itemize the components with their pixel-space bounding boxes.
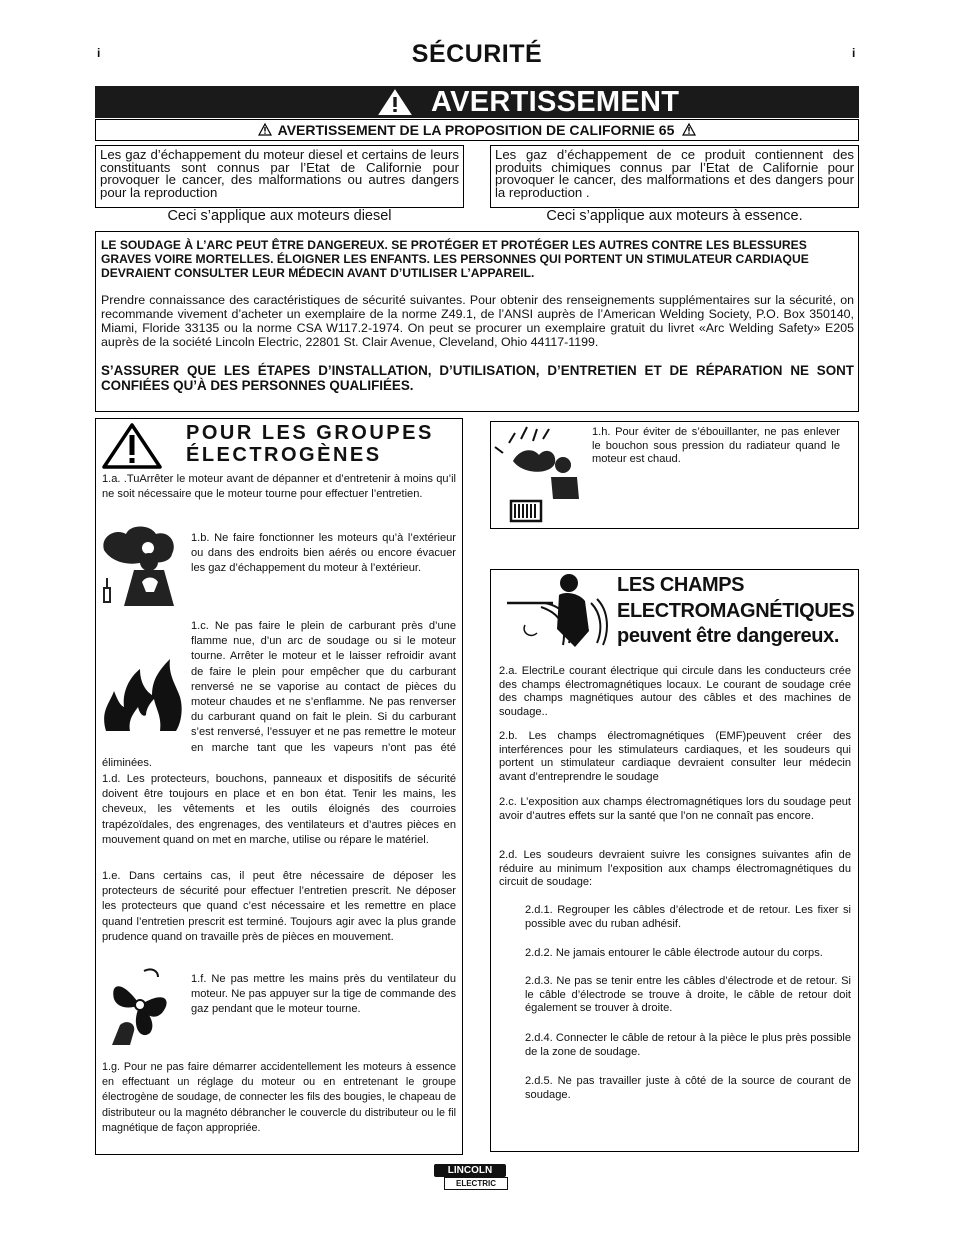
page-title: SÉCURITÉ bbox=[411, 40, 543, 68]
emf-heading-1: LES CHAMPS bbox=[617, 574, 745, 596]
general-warning: LE SOUDAGE À L’ARC PEUT ÊTRE DANGEREUX. SE PROTÉGER ET PROTÉGER LES AUTRES CONTRE LES BLESSURES GRAVES VOIRE MORTELLES. ÉLOIGNER LES ENFANTS. LES PERSONNES QUI PORTENT UN STIMULATEUR CARDIAQUE DEVRAIENT CONSULTER LEUR MÉDECIN AVANT D’UTILISER L’APPAREIL. bbox=[101, 238, 809, 280]
radiator-section bbox=[490, 421, 859, 529]
hot-radiator-icon bbox=[493, 425, 581, 525]
generators-heading: POUR LES GROUPES ÉLECTROGÈNES bbox=[186, 422, 434, 466]
diesel-warning-text: Les gaz d’échappement du moteur diesel et certains de leurs constituants sont connus par l’Etat de Californie pour provoquer le cancer, des malformations ou autres dangers pour la reproduction bbox=[100, 147, 459, 200]
item-1c-text: 1.c. Ne pas faire le plein de carburant près d’une flamme nue, d’un arc de soudage ou si le moteur tourne. Arrêter le moteur et le laisser refroidir avant de faire le plein pour empêcher que du carburant renversé ne se vaporise au contact de pièces du moteur chaudes et ne s’enflamme. Ne pas renverser du carburant quand on fait le plein. Si du carburant s’est renversé, l’essuyer et ne pas remettre le moteur en marche tant que les vapeurs n’ont pas été éliminées. bbox=[102, 620, 456, 769]
diesel-applies: Ceci s’applique aux moteurs diesel bbox=[167, 208, 392, 224]
warning-triangle-icon bbox=[378, 89, 412, 116]
gas-warning-text: Les gaz d’échappement de ce produit contiennent des produits chimiques connus par l’Etat de Californie pour provoquer le cancer, des malformations et des dangers pour la reproduction . bbox=[495, 147, 854, 200]
generators-section bbox=[95, 418, 463, 1155]
item-2d5: 2.d.5. Ne pas travailler juste à côté de la source de courant de soudage. bbox=[525, 1075, 851, 1101]
gas-warning-box bbox=[490, 145, 859, 208]
california-header bbox=[95, 119, 859, 141]
warning-triangle-icon bbox=[682, 123, 696, 136]
general-warning-box bbox=[95, 231, 859, 412]
item-1d: 1.d. Les protecteurs, bouchons, panneaux et dispositifs de sécurité doivent être toujours en place et en bon état. Tenir les mains, les cheveux, les vêtements et les outils éloignés des courroies trapézoïdales, des engrenages, des ventilateurs et d’autres pièces en mouvement quand on met en marche, utilise ou répare le matériel. bbox=[102, 773, 456, 846]
warning-triangle-icon bbox=[101, 422, 163, 470]
logo-bottom: ELECTRIC bbox=[444, 1177, 508, 1190]
emf-heading-3: peuvent être dangereux. bbox=[617, 625, 839, 647]
item-1e: 1.e. Dans certains cas, il peut être nécessaire de déposer les protecteurs de sécurité pour effectuer l’entretien prescrit. Ne déposer les protecteurs que quand c’est nécessaire et les remettre en place quand l’entretien prescrit est terminé. Toujours agir avec la plus grande prudence quand on travaille près de pièces en mouvement. bbox=[102, 870, 456, 943]
emf-heading-2: ELECTROMAGNÉTIQUES bbox=[617, 600, 855, 622]
item-1f: 1.f. Ne pas mettre les mains près du ventilateur du moteur. Ne pas appuyer sur la tige de commande des gaz pendant que le moteur tourne. bbox=[191, 973, 456, 1016]
item-2d1: 2.d.1. Regrouper les câbles d’électrode et de retour. Les fixer si possible avec du ruban adhésif. bbox=[525, 904, 851, 930]
item-1g: 1.g. Pour ne pas faire démarrer accidentellement les moteurs à essence en effectuant un réglage du moteur ou en entretenant le groupe électrogène de soudage, de connecter les fils des bougies, le chapeau de distributeur ou la magnéto débrancher le couvercle du distributeur ou le fil magnétique de façon appropriée. bbox=[102, 1061, 456, 1134]
item-1a: 1.a. .TuArrêter le moteur avant de dépanner et d’entretenir à moins qu’il ne soit nécessaire que le moteur tourne pour effectuer l’entretien. bbox=[102, 473, 456, 501]
emf-section bbox=[490, 569, 859, 1152]
warning-triangle-icon bbox=[258, 123, 272, 136]
fan-hand-icon bbox=[100, 965, 180, 1047]
item-2d2: 2.d.2. Ne jamais entourer le câble électrode autour du corps. bbox=[525, 947, 823, 959]
california-title: AVERTISSEMENT DE LA PROPOSITION DE CALIFORNIE 65 bbox=[277, 122, 675, 138]
item-2d3: 2.d.3. Ne pas se tenir entre les câbles d’électrode et de retour. Si le câble d’électrode se trouve à droite, le câble de retour doit également se trouver à droite. bbox=[525, 975, 851, 1015]
page-number-right: i bbox=[852, 46, 856, 60]
item-1b: 1.b. Ne faire fonctionner les moteurs qu’à l’extérieur ou dans des endroits bien aérés ou encore évacuer les gaz d’échappement du moteur à l’extérieur. bbox=[191, 532, 456, 575]
item-2c: 2.c. L’exposition aux champs électromagnétiques lors du soudage peut avoir d’autres effets sur la santé que l’on ne connaît pas encore. bbox=[499, 796, 851, 822]
exhaust-fumes-icon bbox=[98, 522, 182, 606]
banner-title: AVERTISSEMENT bbox=[431, 86, 680, 118]
page-number-left: i bbox=[97, 46, 101, 60]
warning-banner bbox=[95, 86, 859, 118]
diesel-warning-box bbox=[95, 145, 464, 208]
general-intro: Prendre connaissance des caractéristiques de sécurité suivantes. Pour obtenir des renseignements supplémentaires sur la sécurité, on recommande vivement d’acheter un exemplaire de la norme Z49.1, de l’ANSI auprès de l’American Welding Society, P.O. Box 350140, Miami, Floride 33135 ou la norme CSA W117.2-1974. On peut se procurer un exemplaire gratuit du livret «Arc Welding Safety» E205 auprès de la société Lincoln Electric, 22801 St. Clair Avenue, Cleveland, Ohio 44117-1199. bbox=[101, 293, 854, 349]
item-2a: 2.a. ElectriLe courant électrique qui circule dans les conducteurs crée des champs électromagnétiques locaux. Le courant de soudage crée des champs magnétiques autour des câbles et des machines de soudage.. bbox=[499, 665, 851, 718]
qualified-warning: S’ASSURER QUE LES ÉTAPES D’INSTALLATION, D’UTILISATION, D’ENTRETIEN ET DE RÉPARATION NE SONT CONFIÉES QU’À DES PERSONNES QUALIFIÉES. bbox=[101, 363, 854, 393]
item-2d4: 2.d.4. Connecter le câble de retour à la pièce le plus près possible de la zone de soudage. bbox=[525, 1032, 851, 1058]
gas-applies: Ceci s’applique aux moteurs à essence. bbox=[546, 208, 803, 224]
lincoln-electric-logo bbox=[434, 1164, 510, 1190]
item-1h: 1.h. Pour éviter de s’ébouillanter, ne pas enlever le bouchon sous pression du radiateur quand le moteur est chaud. bbox=[592, 426, 840, 466]
logo-top: LINCOLN bbox=[434, 1164, 506, 1177]
item-2b: 2.b. Les champs électromagnétiques (EMF)peuvent créer des interférences pour les stimulateurs cardiaques, et les soudeurs qui portent un stimulateur cardiaque devraient consulter leur médecin avant d’entreprendre le soudage bbox=[499, 730, 851, 783]
welder-emf-icon bbox=[505, 573, 617, 649]
item-2d: 2.d. Les soudeurs devraient suivre les consignes suivantes afin de réduire au minimum l’exposition aux champs électromagnétiques du circuit de soudage: bbox=[499, 849, 851, 889]
